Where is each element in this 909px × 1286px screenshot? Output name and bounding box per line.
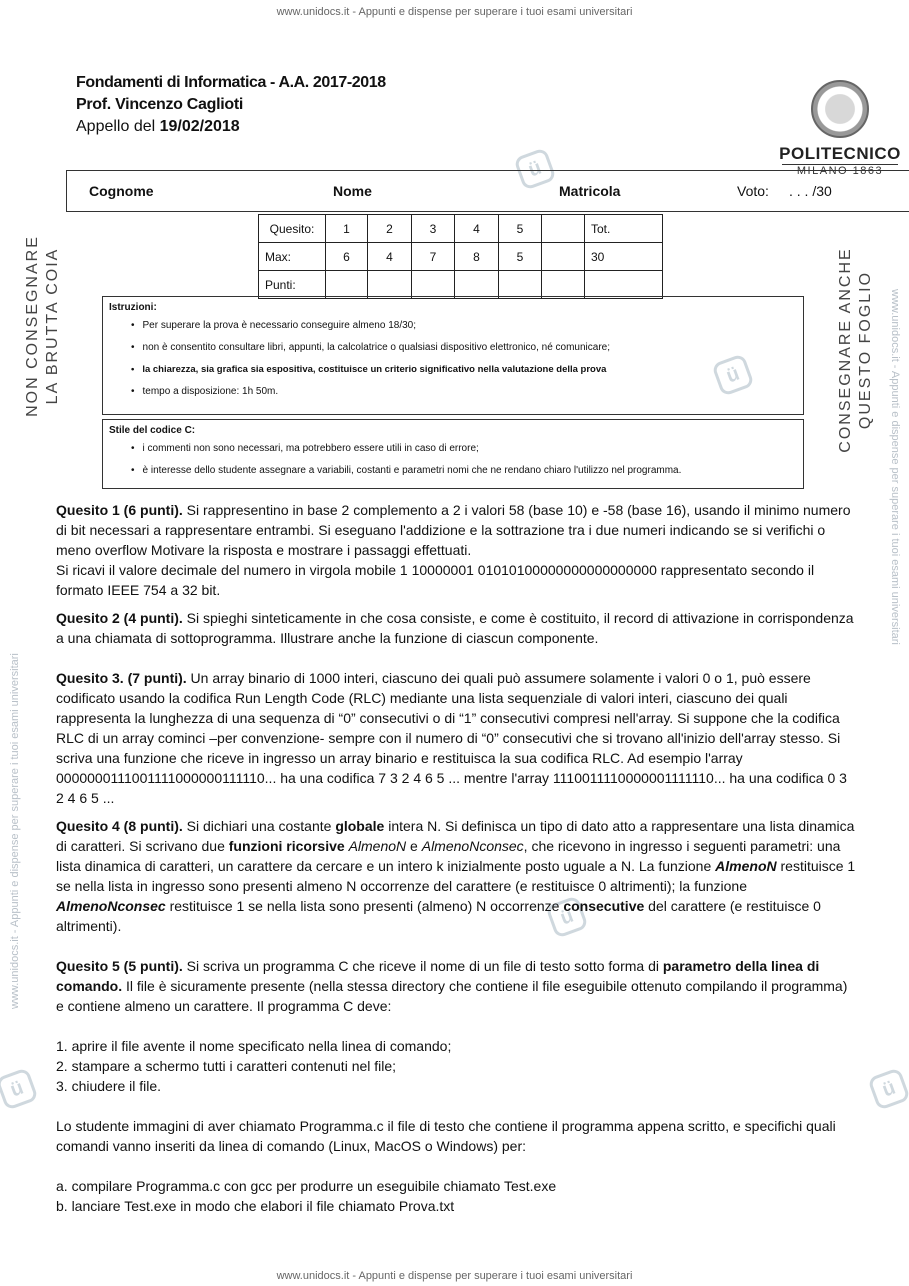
- name-label: Nome: [333, 183, 372, 199]
- side-note-right: CONSEGNARE ANCHE QUESTO FOGLIO: [837, 247, 874, 453]
- watermark-logo-icon: ü: [0, 1067, 39, 1111]
- code-style-title: Stile del codice C:: [109, 425, 196, 436]
- logo-city: MILANO 1863: [782, 164, 898, 177]
- list-item: • tempo a disposizione: 1h 50m.: [131, 381, 797, 403]
- exam-date: Appello del 19/02/2018: [76, 118, 240, 135]
- seal-icon: [811, 80, 869, 138]
- logo-name: POLITECNICO: [779, 144, 901, 163]
- question-5: Quesito 5 (5 punti). Si scriva un programma C che riceve il nome di un file di testo sotto forma di parametro della linea di comando. Il file è sicuramente presente (nella stessa directory che contiene il file eseguibile ottenuto compilando il programma) e contiene almeno un carattere. Il programma C deve: 1. aprire il file avente il nome specificato nella linea di comando; 2. stampare a schermo tutti i caratteri contenuti nel file; 3. chiudere il file. Lo studente immagini di aver chiamato Programma.c il file di testo che contiene il programma appena scritto, e specifichi quali comandi vanno inseriti da linea di comando (Linux, MacOS o Windows) per: a. compilare Programma.c con gcc per produrre un eseguibile chiamato Test.exe b. lanciare Test.exe in modo che elabori il file chiamato Prova.txt: [56, 956, 856, 1216]
- score-cell[interactable]: [499, 271, 542, 299]
- watermark-logo-icon: ü: [867, 1067, 909, 1111]
- list-item: • non è consentito consultare libri, appunti, la calcolatrice o qualsiasi dispositivo elettronico, né comunicare;: [131, 337, 797, 359]
- politecnico-logo: [770, 80, 909, 177]
- student-info-box: [66, 170, 909, 212]
- table-row: Max: 6 4 7 8 5 30: [259, 243, 663, 271]
- score-cell[interactable]: [412, 271, 455, 299]
- question-1: Quesito 1 (6 punti). Si rappresentino in base 2 complemento a 2 i valori 58 (base 10) e -58 (base 16), usando il minimo numero di bit necessari a rappresentare entrambi. Si eseguano l'addizione e la sottrazione tra i due numeri indicando se si verifichi o meno overflow Motivare la risposta e mostrare i passaggi effettuati. Si ricavi il valore decimale del numero in virgola mobile 1 10000001 01010100000000000000000 rappresentato secondo il formato IEEE 754 a 32 bit.: [56, 502, 851, 598]
- watermark-logo-icon: ü: [711, 353, 755, 397]
- question-3: Quesito 3. (7 punti). Un array binario di 1000 interi, ciascuno dei quali può assumere solamente i valori 0 o 1, può essere codificato usando la codifica Run Length Code (RLC) mediante una lista sequenziale di valori interi, ciascuno dei quali rappresenta la lunghezza di una sequenza di “0” consecutivi o di “1” consecutivi compresi nell'array. Si suppone che la codifica RLC di un array cominci –per convenzione- sempre con il numero di “0” consecutivi che si trovano all'inizio dell'array stesso. Si scriva una funzione che riceve in ingresso un array binario e restituisca la sua codifica RLC. Ad esempio l'array 0000000111001111000000111110... ha una codifica 7 3 2 4 6 5 ... mentre l'array 1110011110000001111110... ha una codifica 0 3 2 4 6 5 ...: [56, 670, 847, 806]
- id-label: Matricola: [559, 183, 621, 199]
- watermark-left: www.unidocs.it - Appunti e dispense per superare i tuoi esami universitari: [9, 653, 21, 1009]
- list-item: • Per superare la prova è necessario conseguire almeno 18/30;: [131, 315, 797, 337]
- course-title: Fondamenti di Informatica - A.A. 2017-2018: [76, 74, 386, 91]
- question-2: Quesito 2 (4 punti). Si spieghi sinteticamente in che cosa consiste, e come è costituito, il record di attivazione in corrispondenza a una chiamata di sottoprogramma. Illustrare anche la funzione di ciascun componente.: [56, 610, 854, 646]
- score-cell[interactable]: [326, 271, 368, 299]
- code-style-box: [102, 419, 804, 489]
- list-item: 1. aprire il file avente il nome specificato nella linea di comando;: [56, 1038, 452, 1054]
- watermark-logo-icon: ü: [513, 147, 557, 191]
- watermark-logo-icon: ü: [545, 895, 589, 939]
- score-cell[interactable]: [542, 271, 585, 299]
- surname-label: Cognome: [89, 183, 154, 199]
- question-4: Quesito 4 (8 punti). Si dichiari una costante globale intera N. Si definisca un tipo di dato atto a rappresentare una lista dinamica di caratteri. Si scrivano due funzioni ricorsive AlmenoN e AlmenoNconsec, che ricevono in ingresso i seguenti parametri: una lista dinamica di caratteri, un carattere da cercare e un intero k inizialmente posto uguale a N. La funzione AlmenoN restituisce 1 se nella lista in ingresso sono presenti almeno N occorrenze del carattere (e restituisce 0 altrimenti); la funzione AlmenoNconsec restituisce 1 se nella lista sono presenti (almeno) N occorrenze consecutive del carattere (e restituisce 0 altrimenti).: [56, 818, 856, 934]
- score-cell[interactable]: [455, 271, 499, 299]
- score-table: [258, 214, 663, 299]
- watermark-bottom: www.unidocs.it - Appunti e dispense per superare i tuoi esami universitari: [276, 1270, 633, 1282]
- list-item: • la chiarezza, sia grafica sia espositiva, costituisce un criterio significativo nella valutazione della prova: [131, 359, 797, 381]
- watermark-right: www.unidocs.it - Appunti e dispense per superare i tuoi esami universitari: [889, 289, 901, 645]
- grade-label: Voto:: [737, 183, 769, 199]
- score-cell[interactable]: [368, 271, 412, 299]
- instructions-box: [102, 296, 804, 415]
- table-row: Punti:: [259, 271, 663, 299]
- grade-value: . . . /30: [789, 183, 832, 199]
- list-item: 3. chiudere il file.: [56, 1078, 162, 1094]
- list-item: • i commenti non sono necessari, ma potrebbero essere utili in caso di errore;: [131, 438, 797, 460]
- watermark-top: www.unidocs.it - Appunti e dispense per superare i tuoi esami universitari: [276, 6, 633, 18]
- list-item: • è interesse dello studente assegnare a variabili, costanti e parametri nomi che ne rendano chiaro l'utilizzo nel programma.: [131, 460, 797, 482]
- table-row: Quesito: 1 2 3 4 5 Tot.: [259, 215, 663, 243]
- list-item: 2. stampare a schermo tutti i caratteri contenuti nel file;: [56, 1058, 397, 1074]
- list-item: b. lanciare Test.exe in modo che elabori il file chiamato Prova.txt: [56, 1198, 455, 1214]
- score-cell[interactable]: [585, 271, 663, 299]
- side-note-left: NON CONSEGNARE LA BRUTTA COIA: [24, 235, 61, 417]
- professor-name: Prof. Vincenzo Caglioti: [76, 96, 244, 113]
- list-item: a. compilare Programma.c con gcc per produrre un eseguibile chiamato Test.exe: [56, 1178, 557, 1194]
- exam-header: [76, 72, 386, 138]
- instructions-title: Istruzioni:: [109, 302, 157, 313]
